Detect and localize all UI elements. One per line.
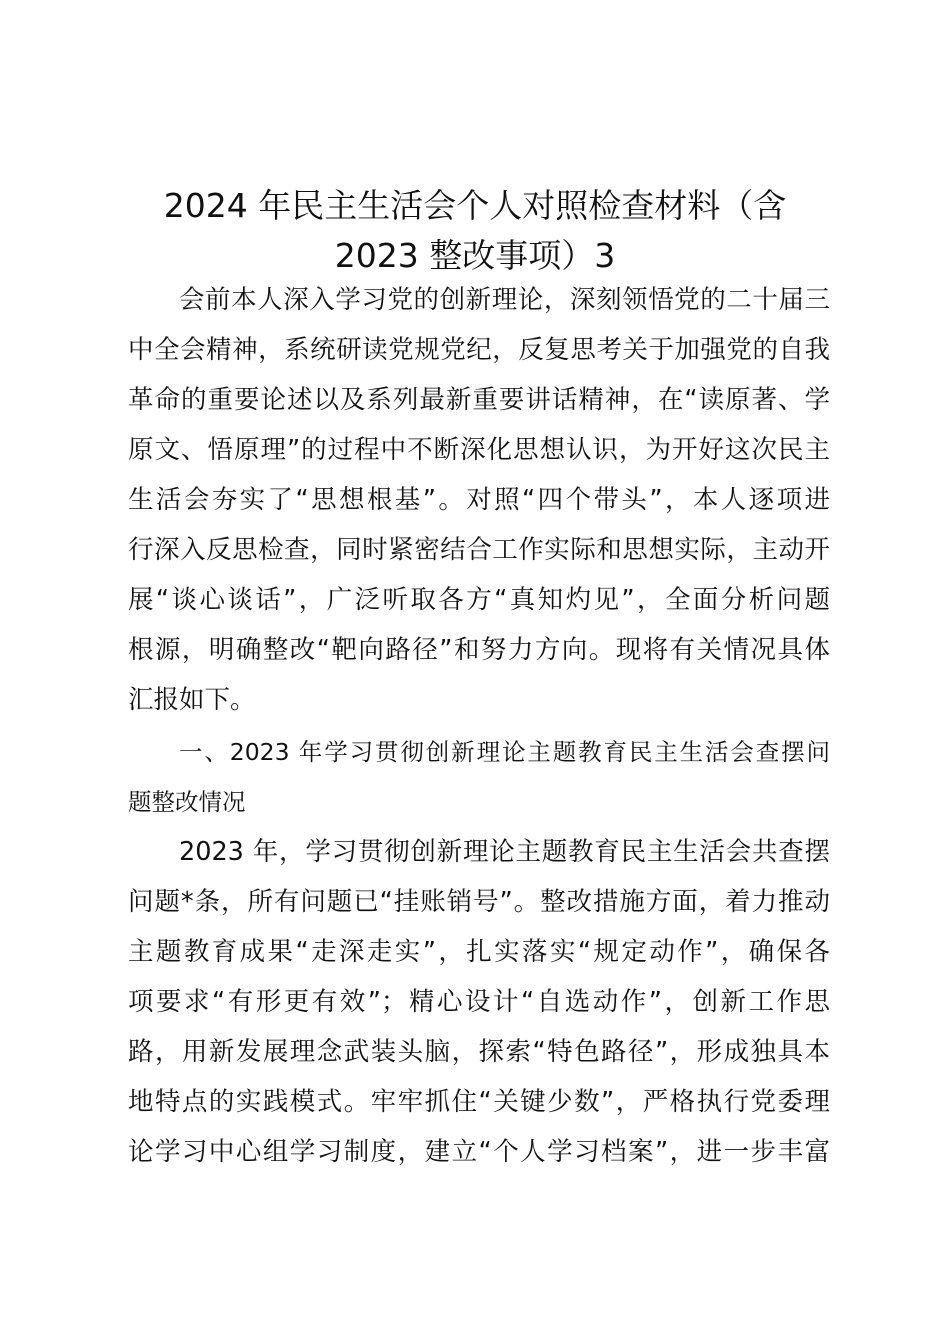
paragraph-line: 展“谈心谈话”，广泛听取各方“真知灼见”，全面分析问题 <box>128 585 830 615</box>
paragraph-line: 路，用新发展理念武装头脑，探索“特色路径”，形成独具本 <box>128 1037 830 1067</box>
paragraph-line: 原文、悟原理”的过程中不断深化思想认识，为开好这次民主 <box>128 435 830 465</box>
paragraph-line: 生活会夯实了“思想根基”。对照“四个带头”，本人逐项进 <box>128 485 830 515</box>
paragraph-line: 汇报如下。 <box>128 685 256 715</box>
paragraph-line: 地特点的实践模式。牢牢抓住“关键少数”，严格执行党委理 <box>128 1087 830 1117</box>
paragraph-line: 2023 年，学习贯彻创新理论主题教育民主生活会共查摆 <box>179 837 830 867</box>
paragraph-line: 革命的重要论述以及系列最新重要讲话精神，在“读原著、学 <box>128 385 830 415</box>
section-heading-line: 题整改情况 <box>128 788 246 816</box>
document-title-line-1: 2024 年民主生活会个人对照检查材料（含 <box>163 186 787 225</box>
document-title-line-2: 2023 整改事项）3 <box>334 236 616 275</box>
paragraph-line: 主题教育成果“走深走实”，扎实落实“规定动作”，确保各 <box>128 937 830 967</box>
section-heading-line: 一、2023 年学习贯彻创新理论主题教育民主生活会查摆问 <box>179 738 830 766</box>
paragraph-line: 论学习中心组学习制度，建立“个人学习档案”，进一步丰富 <box>128 1137 830 1167</box>
paragraph-line: 问题*条，所有问题已“挂账销号”。整改措施方面，着力推动 <box>128 887 830 917</box>
paragraph-line: 中全会精神，系统研读党规党纪，反复思考关于加强党的自我 <box>128 335 830 365</box>
paragraph-line: 会前本人深入学习党的创新理论，深刻领悟党的二十届三 <box>179 285 830 315</box>
paragraph-line: 根源，明确整改“靶向路径”和努力方向。现将有关情况具体 <box>128 635 830 665</box>
paragraph-line: 行深入反思检查，同时紧密结合工作实际和思想实际，主动开 <box>128 535 830 565</box>
paragraph-line: 项要求“有形更有效”；精心设计“自选动作”，创新工作思 <box>128 987 830 1017</box>
